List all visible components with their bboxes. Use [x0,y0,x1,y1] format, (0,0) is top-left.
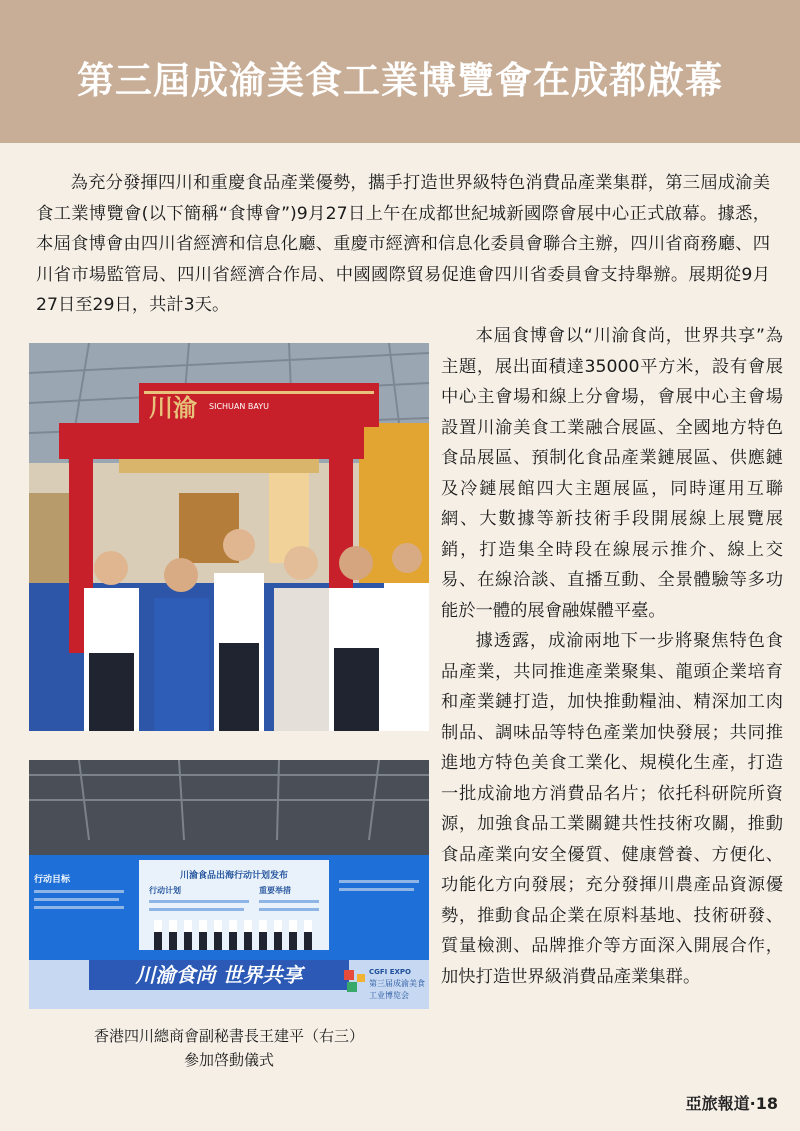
page-title: 第三屆成渝美食工業博覽會在成都啟幕 [77,58,723,102]
launch-ceremony-photo [29,760,429,1009]
screen-heading: 川渝食品出海行动计划发布 [179,871,289,881]
logo-line-1: CGFI EXPO [369,968,411,976]
launch-ceremony-illustration [29,760,429,1009]
caption-line-1: 香港四川總商會副秘書長王建平（右三） [93,1027,364,1045]
logo-line-2: 第三届成渝美食 [369,979,425,988]
screen-right-heading: 重要举措 [259,886,291,895]
article-paragraph-3: 據透露，成渝兩地下一步將聚焦特色食品產業，共同推進產業聚集、龍頭企業培育和產業鏈打造，加快推動糧油、精深加工肉制品、調味品等特色產業加快發展；共同推進地方特色美食工業化、規模化生產，打造一批成渝地方消費品名片；依托科研院所資源，加強食品工業關鍵共性技術攻關，推動食品產業向安全優質、健康營養、方便化、功能化方向發展；充分發揮川農產品資源優勢，推動食品企業在原料基地、技術研發、質量檢測、品牌推介等方面深入開展合作，加快打造世界級消費品產業集群。 [441,631,783,987]
article-intro: 為充分發揮四川和重慶食品產業優勢，攜手打造世界級特色消費品產業集群，第三屆成渝美食工業博覽會(以下簡稱“食博會”)9月27日上午在成都世紀城新國際會展中心正式啟幕。據悉，本屆食博會由四川省經濟和信息化廳、重慶市經濟和信息化委員會聯合主辦，四川省商務廳、四川省市場監管局、四川省經濟合作局、中國國際貿易促進會四川省委員會支持舉辦。展期從9月27日至29日，共計3天。 [36,173,770,315]
logo-line-3: 工业博览会 [369,991,409,1000]
caption-line-2: 參加啓動儀式 [183,1051,274,1069]
arch-sign-en: SICHUAN BAYU [209,402,269,411]
expo-entrance-photo [29,343,429,731]
article-paragraph-2: 本屆食博會以“川渝食尚，世界共享”為主題，展出面積達35000平方米，設有會展中心主會場和線上分會場，會展中心主會場設置川渝美食工業融合展區、全國地方特色食品展區、預制化食品產業鏈展區、供應鏈及冷鏈展館四大主題展區，同時運用互聯網、大數據等新技術手段開展線上展覽展銷，打造集全時段在線展示推介、線上交易、在線洽談、直播互動、全景體驗等多功能於一體的展會融媒體平臺。 [441,326,783,621]
photo-caption [29,1024,429,1072]
article-right-column [441,321,783,992]
page-footer-label: 亞旅報道·18 [685,1094,778,1113]
stage-banner: 川渝食尚 世界共享 [135,963,303,987]
screen-mid-heading: 行动计划 [149,886,181,895]
screen-left-heading: 行动目标 [34,875,71,885]
arch-sign: 川渝 [149,393,197,422]
expo-entrance-illustration [29,343,429,731]
